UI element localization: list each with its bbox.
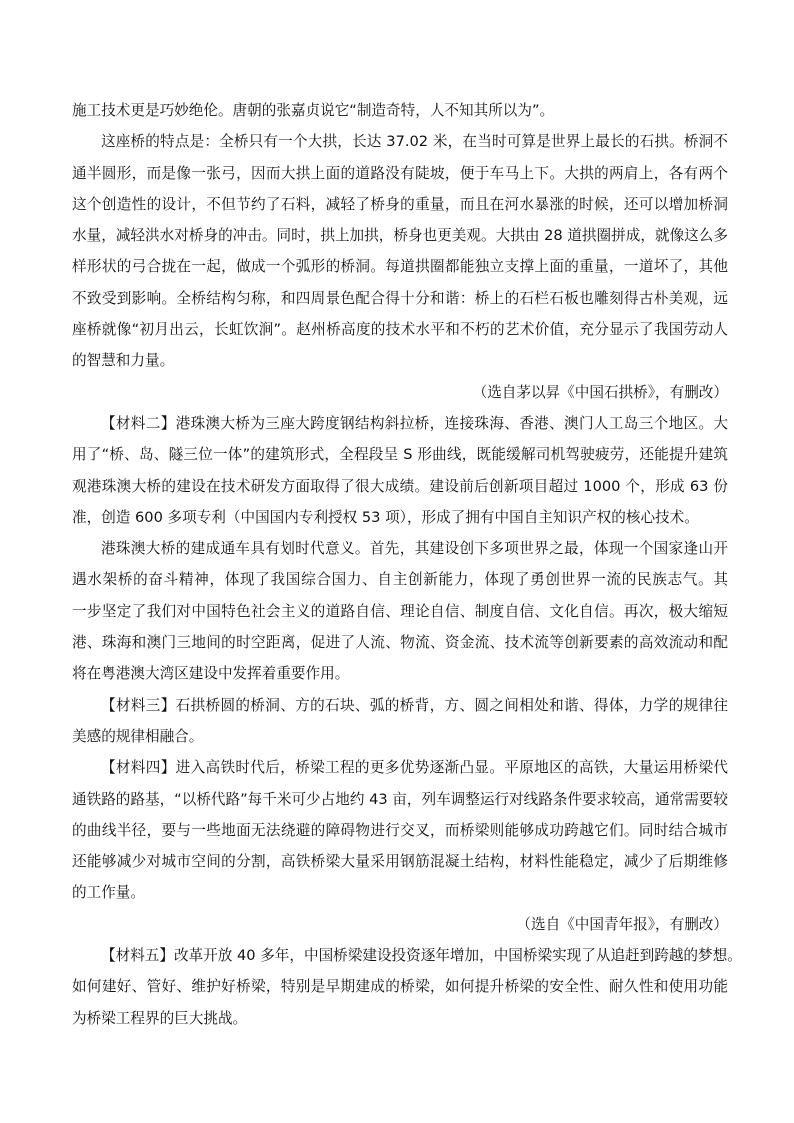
text-line: 不致受到影响。全桥结构匀称，和四周景色配合得十分和谐：桥上的石栏石板也雕刻得古朴美观，远 <box>72 289 728 307</box>
text-line: 通铁路的路基，“以桥代路”每千米可少占地约 43 亩，列车调整运行对线路条件要求较高，通常需要较 <box>72 790 728 808</box>
text-line: 【材料二】港珠澳大桥为三座大跨度钢结构斜拉桥，连接珠海、香港、澳门人工岛三个地区。大 <box>101 414 728 432</box>
text-line: 【材料四】进入高铁时代后，桥梁工程的更多优势逐渐凸显。平原地区的高铁，大量运用桥梁代 <box>101 759 728 777</box>
text-line: 一步坚定了我们对中国特色社会主义的道路自信、理论自信、制度自信、文化自信。再次，极大缩短 <box>72 602 728 620</box>
text-line: 美感的规律相融合。 <box>72 727 204 745</box>
text-line: 【材料五】改革开放 40 多年，中国桥梁建设投资逐年增加，中国桥梁实现了从追赶到跨越的梦想。 <box>101 947 742 965</box>
paragraph <box>72 408 728 533</box>
text-line: 遇水架桥的奋斗精神，体现了我国综合国力、自主创新能力，体现了勇创世界一流的民族志气。其 <box>72 571 728 589</box>
text-line: 用了“桥、岛、隧三位一体”的建筑形式，全程段呈 S 形曲线，既能缓解司机驾驶疲劳，还能提升建筑 <box>72 446 728 464</box>
text-line: 【材料三】石拱桥圆的桥洞、方的石块、弧的桥背，方、圆之间相处和谐、得体，力学的规律往 <box>101 696 728 714</box>
text-line: 准，创造 600 多项专利（中国国内专利授权 53 项），形成了拥有中国自主知识产权的核心技术。 <box>72 508 699 526</box>
paragraph <box>72 690 728 753</box>
document-body <box>72 95 742 1034</box>
text-line: 这座桥的特点是：全桥只有一个大拱，长达 37.02 米，在当时可算是世界上最长的石拱。桥洞不 <box>101 133 728 151</box>
text-line: 港、珠海和澳门三地间的时空距离，促进了人流、物流、资金流、技术流等创新要素的高效流动和配 <box>72 634 728 652</box>
text-line: 的曲线半径，要与一些地面无法绕避的障碍物进行交叉，而桥梁则能够成功跨越它们。同时结合城市 <box>72 821 728 839</box>
paragraph <box>72 940 742 971</box>
text-line: 为桥梁工程界的巨大挑战。 <box>72 1009 248 1027</box>
text-line: 通半圆形，而是像一张弓，因而大拱上面的道路没有陡坡，便于车马上下。大拱的两肩上，各有两个 <box>72 164 728 182</box>
text-line: 还能够减少对城市空间的分割，高铁桥梁大量采用钢筋混凝土结构，材料性能稳定，减少了后期维修 <box>72 853 728 871</box>
text-line: 样形状的弓合拢在一起，做成一个弧形的桥洞。每道拱圈都能独立支撑上面的重量，一道坏了，其他 <box>72 258 728 276</box>
paragraph <box>72 752 728 908</box>
text-line: 这个创造性的设计，不但节约了石料，减轻了桥身的重量，而且在河水暴涨的时候，还可以增加桥洞 <box>72 195 728 213</box>
paragraph <box>72 971 728 1034</box>
text-line: 如何建好、管好、维护好桥梁，特别是早期建成的桥梁，如何提升桥梁的安全性、耐久性和使用功能 <box>72 978 728 996</box>
text-line: 水量，减轻洪水对桥身的冲击。同时，拱上加拱，桥身也更美观。大拱由 28 道拱圈拼成，就像这么多 <box>72 227 728 245</box>
text-line: 观港珠澳大桥的建设在技术研发方面取得了很大成绩。建设前后创新项目超过 1000 个，形成 63 份 <box>72 477 728 495</box>
text-line: 的智慧和力量。 <box>72 352 175 370</box>
source-citation: （选自茅以昇《中国石拱桥》，有删改） <box>472 383 728 401</box>
paragraph <box>72 126 728 376</box>
text-line: 的工作量。 <box>72 884 145 902</box>
text-line: 座桥就像“初月出云，长虹饮涧”。赵州桥高度的技术水平和不朽的艺术价值，充分显示了我国劳动人 <box>72 321 728 339</box>
text-line: 施工技术更是巧妙绝伦。唐朝的张嘉贞说它“制造奇特，人不知其所以为”。 <box>72 102 555 119</box>
paragraph <box>72 533 728 689</box>
paragraph <box>72 95 728 126</box>
text-line: 港珠澳大桥的建成通车具有划时代意义。首先，其建设创下多项世界之最，体现一个国家逢山开 <box>101 540 728 558</box>
text-line: 将在粤港澳大湾区建设中发挥着重要作用。 <box>72 665 350 683</box>
source-citation: （选自《中国青年报》，有删改） <box>516 915 728 933</box>
